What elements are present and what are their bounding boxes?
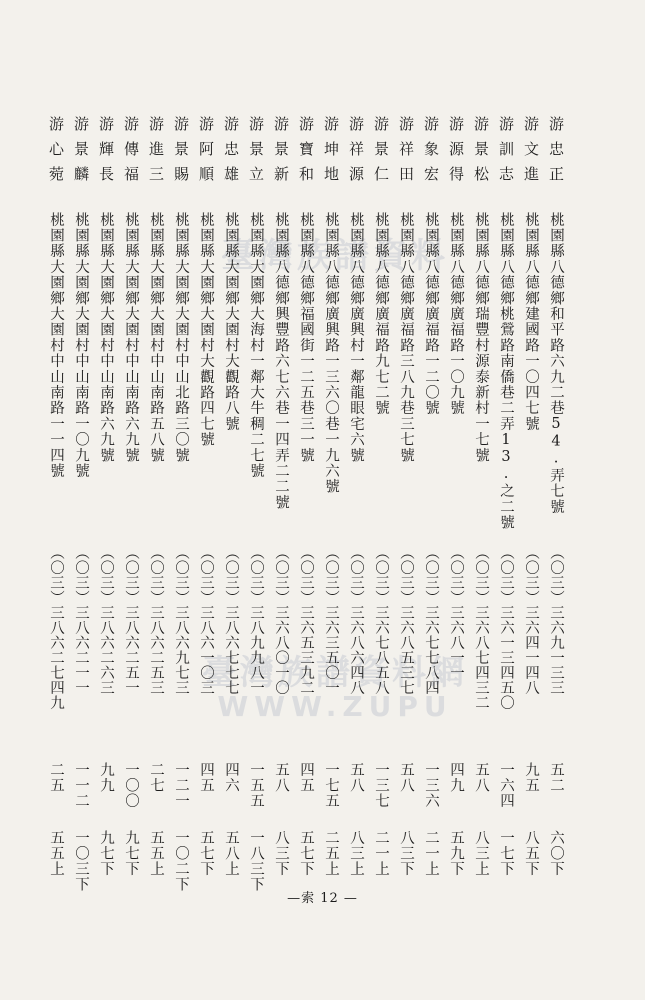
entry-phone: （〇三）三六四一四八 bbox=[523, 545, 539, 695]
entry-address: 桃園縣八德鄉廣福路九七二號 bbox=[373, 212, 389, 417]
page-number: —索 12 — bbox=[287, 891, 358, 906]
entry-location: 五八上 bbox=[223, 830, 239, 877]
entry-address: 桃園縣大園鄉大園村中山南路一一四號 bbox=[48, 212, 64, 479]
entry-phone: （〇三）三八六二五三 bbox=[148, 545, 164, 695]
watermark-middle: 臺灣族譜資料網 bbox=[202, 653, 468, 693]
entry-phone: （〇三）三八六二七四九 bbox=[48, 545, 64, 710]
entry-location: 八三上 bbox=[348, 830, 364, 877]
entry-address: 桃園縣大園鄉大園村中山南路六九號 bbox=[123, 212, 139, 464]
entry-extension: 四五 bbox=[198, 762, 214, 793]
entry-column bbox=[93, 0, 119, 1000]
watermark-top: 臺灣族譜資料 bbox=[221, 236, 449, 276]
entry-extension: 五八 bbox=[348, 762, 364, 793]
entry-location: 二一上 bbox=[373, 830, 389, 877]
entry-extension: 一五五 bbox=[248, 762, 264, 809]
entry-name: 游象宏 bbox=[422, 116, 440, 191]
entry-location: 一〇二下 bbox=[173, 830, 189, 892]
entry-phone: （〇三）三六三五〇一 bbox=[323, 545, 339, 695]
entry-location: 九七下 bbox=[123, 830, 139, 877]
entry-column bbox=[418, 0, 444, 1000]
entry-extension: 五八 bbox=[473, 762, 489, 793]
entry-name: 游進三 bbox=[147, 116, 165, 191]
entry-name: 游訓志 bbox=[497, 116, 515, 191]
entry-name: 游景賜 bbox=[172, 116, 190, 191]
entry-name: 游景麟 bbox=[72, 116, 90, 191]
entry-phone: （〇三）三八九九八一 bbox=[248, 545, 264, 695]
entry-phone: （〇三）三八六七七七 bbox=[223, 545, 239, 695]
entry-extension: 一〇〇 bbox=[123, 762, 139, 809]
entry-column bbox=[343, 0, 369, 1000]
entry-phone: （〇三）三六八六四八 bbox=[348, 545, 364, 695]
entry-column bbox=[193, 0, 219, 1000]
entry-extension: 四九 bbox=[448, 762, 464, 793]
entry-extension: 一七五 bbox=[323, 762, 339, 809]
entry-name: 游景新 bbox=[272, 116, 290, 191]
entry-name: 游坤地 bbox=[322, 116, 340, 191]
entry-extension: 九九 bbox=[98, 762, 114, 793]
entry-location: 二一上 bbox=[423, 830, 439, 877]
entry-location: 六〇下 bbox=[548, 830, 564, 877]
entry-column bbox=[393, 0, 419, 1000]
entry-phone: （〇三）三六八五三七 bbox=[398, 545, 414, 695]
entry-location: 五五上 bbox=[48, 830, 64, 877]
entry-name: 游忠雄 bbox=[222, 116, 240, 191]
entry-extension: 五八 bbox=[273, 762, 289, 793]
entry-phone: （〇三）三六五三九二 bbox=[298, 545, 314, 695]
entry-address: 桃園縣八德鄉桃鶯路南僑巷二弄13.之二號 bbox=[498, 212, 514, 531]
entry-address: 桃園縣八德鄉福國街一二五巷三一號 bbox=[298, 212, 314, 464]
entry-location: 九七下 bbox=[98, 830, 114, 877]
entry-name: 游源得 bbox=[447, 116, 465, 191]
entry-address: 桃園縣八德鄉廣興路一三六〇巷一九六號 bbox=[323, 212, 339, 495]
entry-column bbox=[318, 0, 344, 1000]
entry-address: 桃園縣八德鄉瑞豐村源泰新村一七號 bbox=[473, 212, 489, 464]
entry-name: 游景仁 bbox=[372, 116, 390, 191]
entry-extension: 四五 bbox=[298, 762, 314, 793]
entry-location: 八三下 bbox=[398, 830, 414, 877]
entry-column bbox=[243, 0, 269, 1000]
entry-address: 桃園縣八德鄉建國路一〇四七號 bbox=[523, 212, 539, 432]
entry-address: 桃園縣八德鄉和平路六九二巷54.弄七號 bbox=[548, 212, 564, 515]
entry-location: 八五下 bbox=[523, 830, 539, 877]
entry-address: 桃園縣大園鄉大園村大觀路四七號 bbox=[198, 212, 214, 448]
entry-name: 游祥田 bbox=[397, 116, 415, 191]
entry-address: 桃園縣大園鄉大海村一鄰大牛稠二七號 bbox=[248, 212, 264, 479]
entry-location: 五七下 bbox=[198, 830, 214, 877]
entry-address: 桃園縣大園鄉大園村大觀路八號 bbox=[223, 212, 239, 432]
entry-address: 桃園縣大園鄉大園村中山南路五八號 bbox=[148, 212, 164, 464]
entry-name: 游景立 bbox=[247, 116, 265, 191]
entry-name: 游祥源 bbox=[347, 116, 365, 191]
entry-location: 一八三下 bbox=[248, 830, 264, 892]
entry-address: 桃園縣八德鄉廣興村一鄰龍眼宅六號 bbox=[348, 212, 364, 464]
entry-column bbox=[118, 0, 144, 1000]
entry-phone: （〇三）三六七八五八 bbox=[373, 545, 389, 695]
entry-address: 桃園縣八德鄉興豐路六七六巷一四弄二二號 bbox=[273, 212, 289, 511]
entry-location: 一七下 bbox=[498, 830, 514, 877]
entry-location: 八三下 bbox=[273, 830, 289, 877]
entry-extension: 九五 bbox=[523, 762, 539, 793]
entry-phone: （〇三）三六八七四三二 bbox=[473, 545, 489, 710]
entry-phone: （〇三）三八六二一一 bbox=[73, 545, 89, 695]
entry-address: 桃園縣八德鄉廣福路三八九巷三七號 bbox=[398, 212, 414, 464]
entry-column bbox=[143, 0, 169, 1000]
entry-extension: 二五 bbox=[48, 762, 64, 793]
entry-name: 游阿順 bbox=[197, 116, 215, 191]
entry-phone: （〇三）三八六一〇三 bbox=[198, 545, 214, 695]
entry-name: 游輝長 bbox=[97, 116, 115, 191]
entry-name: 游寶和 bbox=[297, 116, 315, 191]
entry-location: 五九下 bbox=[448, 830, 464, 877]
entry-column bbox=[443, 0, 469, 1000]
entry-column bbox=[293, 0, 319, 1000]
entry-column bbox=[493, 0, 519, 1000]
entry-location: 八三上 bbox=[473, 830, 489, 877]
entry-column bbox=[43, 0, 69, 1000]
entry-name: 游文進 bbox=[522, 116, 540, 191]
entry-phone: （〇三）三八六二五一 bbox=[123, 545, 139, 695]
entry-extension: 五八 bbox=[398, 762, 414, 793]
entry-extension: 一二一 bbox=[173, 762, 189, 809]
entry-location: 五五上 bbox=[148, 830, 164, 877]
entry-address: 桃園縣八德鄉廣福路一〇九號 bbox=[448, 212, 464, 417]
entry-phone: （〇三）三六七七八四 bbox=[423, 545, 439, 695]
entry-extension: 一六四 bbox=[498, 762, 514, 809]
entry-phone: （〇三）三八六九七三 bbox=[173, 545, 189, 695]
entry-address: 桃園縣八德鄉廣福路一二〇號 bbox=[423, 212, 439, 417]
entry-extension: 一一二 bbox=[73, 762, 89, 809]
entry-location: 五七下 bbox=[298, 830, 314, 877]
entry-extension: 五二 bbox=[548, 762, 564, 793]
entry-column bbox=[543, 0, 569, 1000]
watermark-url: WWW.ZUPU bbox=[217, 690, 453, 723]
entry-column bbox=[468, 0, 494, 1000]
entry-name: 游忠正 bbox=[547, 116, 565, 191]
entry-phone: （〇三）三六八一一 bbox=[448, 545, 464, 680]
entry-column bbox=[368, 0, 394, 1000]
entry-extension: 一三七 bbox=[373, 762, 389, 809]
entry-column bbox=[168, 0, 194, 1000]
entry-name: 游景松 bbox=[472, 116, 490, 191]
entry-phone: （〇三）三六一三四五〇 bbox=[498, 545, 514, 710]
entry-column bbox=[518, 0, 544, 1000]
entry-column bbox=[218, 0, 244, 1000]
entry-name: 游心菀 bbox=[47, 116, 65, 191]
entry-column bbox=[68, 0, 94, 1000]
entry-extension: 二七 bbox=[148, 762, 164, 793]
entry-location: 一〇三下 bbox=[73, 830, 89, 892]
entry-extension: 一三六 bbox=[423, 762, 439, 809]
entry-phone: （〇三）三六八〇一〇 bbox=[273, 545, 289, 695]
entry-address: 桃園縣大園鄉大園村中山南路六九號 bbox=[98, 212, 114, 464]
entry-extension: 四六 bbox=[223, 762, 239, 793]
entry-phone: （〇三）三六九一三三 bbox=[548, 545, 564, 695]
entry-column bbox=[268, 0, 294, 1000]
entry-name: 游傳福 bbox=[122, 116, 140, 191]
entry-address: 桃園縣大園鄉大園村中山南路一〇九號 bbox=[73, 212, 89, 479]
entry-address: 桃園縣大園鄉大園村中山北路三〇號 bbox=[173, 212, 189, 464]
entry-location: 二五上 bbox=[323, 830, 339, 877]
entry-phone: （〇三）三八六二六三 bbox=[98, 545, 114, 695]
